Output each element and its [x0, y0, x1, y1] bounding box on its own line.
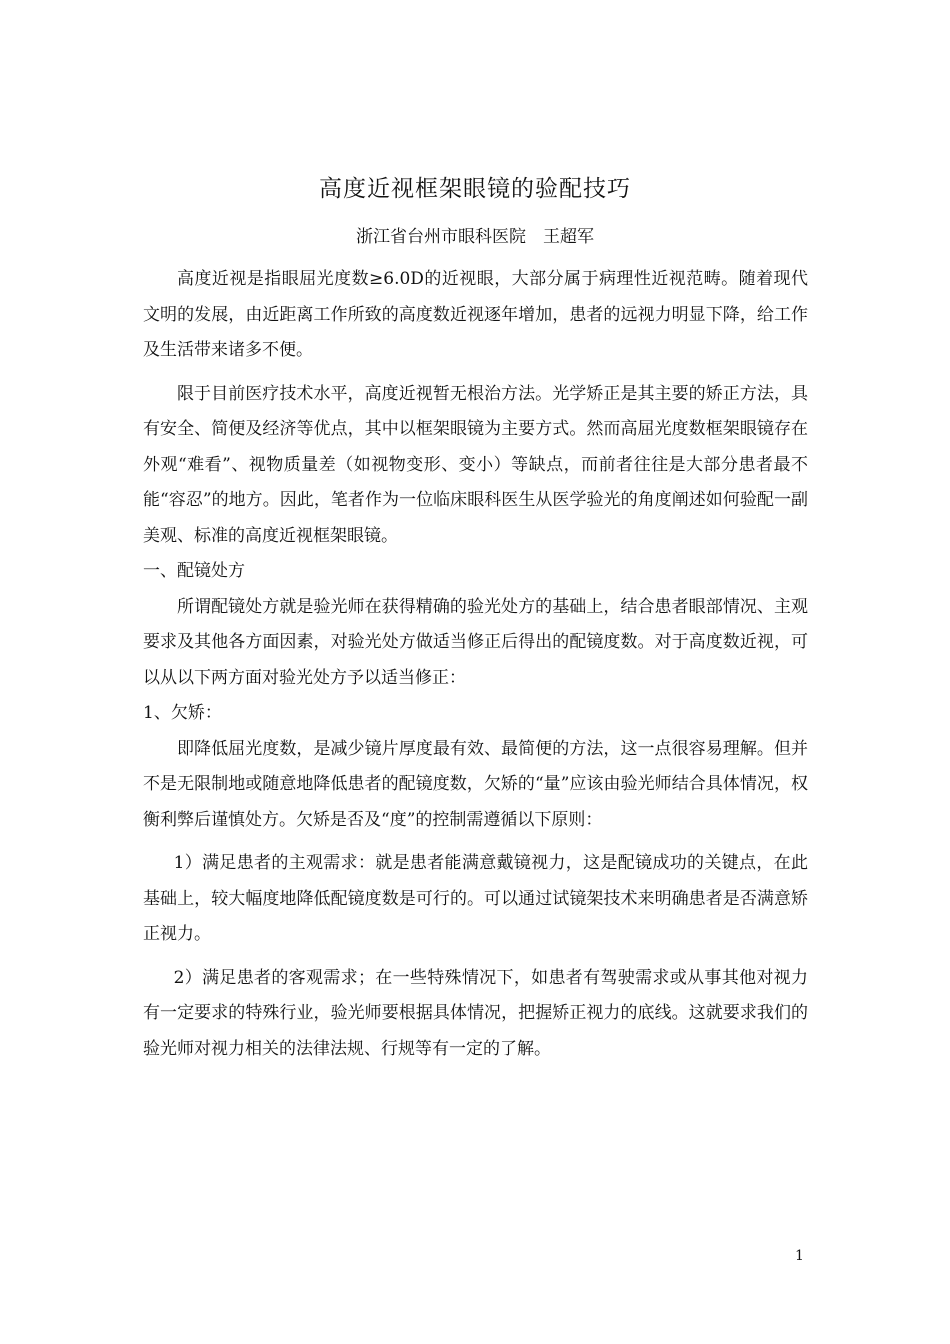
section-heading-prescription: 一、配镜处方 — [143, 561, 245, 581]
document-body — [143, 262, 808, 1067]
paragraph-treatment: 限于目前医疗技术水平，高度近视暂无根治方法。光学矫正是其主要的矫正方法，具有安全、简便及经济等优点，其中以框架眼镜为主要方式。然而高屈光度数框架眼镜存在外观“难看”、视物质量差（如视物变形、变小）等缺点，而前者往往是大部分患者最不能“容忍”的地方。因此，笔者作为一位临床眼科医生从医学验光的角度阐述如何验配一副美观、标准的高度近视框架眼镜。 — [143, 383, 808, 546]
page-number: 1 — [795, 1248, 804, 1264]
author-byline: 浙江省台州市眼科医院 王超军 — [356, 227, 594, 247]
paragraph-intro: 高度近视是指眼屈光度数≥6.0D的近视眼，大部分属于病理性近视范畴。随着现代文明的发展，由近距离工作所致的高度数近视逐年增加，患者的远视力明显下降，给工作及生活带来诸多不便。 — [143, 269, 808, 360]
subsection-heading-undercorrection: 1、欠矫： — [143, 703, 222, 723]
paragraph-prescription: 所谓配镜处方就是验光师在获得精确的验光处方的基础上，结合患者眼部情况、主观要求及其他各方面因素，对验光处方做适当修正后得出的配镜度数。对于高度数近视，可以从以下两方面对验光处方予以适当修正： — [143, 596, 808, 688]
list-item-subjective-needs: 1）满足患者的主观需求：就是患者能满意戴镜视力，这是配镜成功的关键点，在此基础上，较大幅度地降低配镜度数是可行的。可以通过试镜架技术来明确患者是否满意矫正视力。 — [143, 853, 808, 944]
list-item-objective-needs: 2）满足患者的客观需求；在一些特殊情况下，如患者有驾驶需求或从事其他对视力有一定要求的特殊行业，验光师要根据具体情况，把握矫正视力的底线。这就要求我们的验光师对视力相关的法律法规、行规等有一定的了解。 — [143, 967, 808, 1059]
paragraph-undercorrection: 即降低屈光度数，是减少镜片厚度最有效、最简便的方法，这一点很容易理解。但并不是无限制地或随意地降低患者的配镜度数，欠矫的“量”应该由验光师结合具体情况，权衡利弊后谨慎处方。欠矫是否及“度”的控制需遵循以下原则： — [143, 738, 808, 830]
document-title: 高度近视框架眼镜的验配技巧 — [319, 176, 631, 202]
